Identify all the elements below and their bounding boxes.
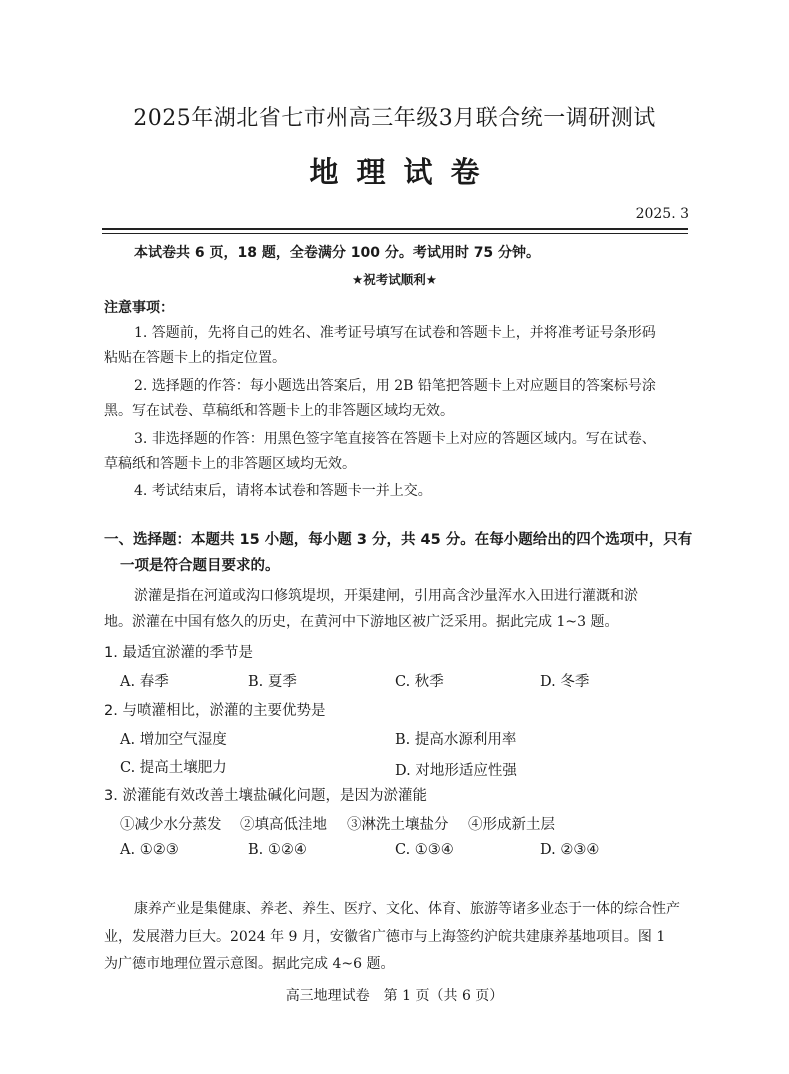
answer-option: B. 提高水源利用率 — [395, 732, 517, 748]
notice-line: 3. 非选择题的作答：用黑色签字笔直接答在答题卡上对应的答题区域内。写在试卷、 — [134, 431, 656, 447]
passage-line: 业，发展潜力巨大。2024 年 9 月，安徽省广德市与上海签约沪皖共建康养基地项目。图 1 — [104, 929, 666, 945]
answer-option: C. 秋季 — [395, 674, 444, 690]
notice-line: 粘贴在答题卡上的指定位置。 — [104, 350, 286, 366]
passage-line: 康养产业是集健康、养老、养生、医疗、文化、体育、旅游等诸多业态于一体的综合性产 — [134, 901, 680, 917]
notice-heading: 注意事项： — [104, 300, 174, 316]
statement-item: ④形成新土层 — [468, 817, 555, 833]
answer-option: D. 冬季 — [540, 674, 590, 690]
notice-line: 黑。写在试卷、草稿纸和答题卡上的非答题区域均无效。 — [104, 403, 454, 419]
notice-line: 4. 考试结束后，请将本试卷和答题卡一并上交。 — [134, 483, 432, 499]
answer-option: B. 夏季 — [248, 674, 297, 690]
section-heading-cont: 一项是符合题目要求的。 — [120, 558, 280, 574]
section-heading: 一、选择题：本题共 15 小题，每小题 3 分，共 45 分。在每小题给出的四个选项中，只有 — [104, 532, 693, 548]
statement-item: ①减少水分蒸发 — [120, 817, 222, 833]
statement-item: ③淋洗土壤盐分 — [347, 817, 449, 833]
notice-line: 草稿纸和答题卡上的非答题区域均无效。 — [104, 456, 356, 472]
answer-option: A. 增加空气湿度 — [120, 732, 227, 748]
answer-option: D. 对地形适应性强 — [395, 763, 517, 779]
header-divider-thin — [102, 233, 688, 234]
passage-line: 淤灌是指在河道或沟口修筑堤坝，开渠建闸，引用高含沙量浑水入田进行灌溉和淤 — [134, 588, 638, 604]
passage-line: 地。淤灌在中国有悠久的历史，在黄河中下游地区被广泛采用。据此完成 1~3 题。 — [104, 614, 619, 630]
passage-line: 为广德市地理位置示意图。据此完成 4~6 题。 — [104, 956, 395, 972]
blessing: ★祝考试顺利★ — [352, 272, 437, 287]
notice-line: 1. 答题前，先将自己的姓名、准考证号填写在试卷和答题卡上，并将准考证号条形码 — [134, 325, 656, 341]
exam-summary: 本试卷共 6 页，18 题，全卷满分 100 分。考试用时 75 分钟。 — [134, 245, 541, 261]
notice-line: 2. 选择题的作答：每小题选出答案后，用 2B 铅笔把答题卡上对应题目的答案标号涂 — [134, 378, 656, 394]
answer-option: D. ②③④ — [540, 842, 600, 858]
page-footer: 高三地理试卷 第 1 页（共 6 页） — [285, 988, 504, 1004]
answer-option: A. 春季 — [120, 674, 169, 690]
answer-option: C. ①③④ — [395, 842, 454, 858]
question-stem: 2. 与喷灌相比，淤灌的主要优势是 — [104, 703, 326, 719]
question-stem: 1. 最适宜淤灌的季节是 — [104, 645, 253, 661]
exam-date: 2025. 3 — [635, 206, 689, 222]
answer-option: A. ①②③ — [120, 842, 179, 858]
answer-option: B. ①②④ — [248, 842, 307, 858]
question-stem: 3. 淤灌能有效改善土壤盐碱化问题，是因为淤灌能 — [104, 788, 427, 804]
subject-title: 地理试卷 — [309, 155, 498, 189]
answer-option: C. 提高土壤肥力 — [120, 760, 227, 776]
statement-item: ②填高低洼地 — [240, 817, 327, 833]
header-divider-thick — [102, 228, 688, 230]
exam-title: 2025年湖北省七市州高三年级3月联合统一调研测试 — [133, 106, 656, 131]
